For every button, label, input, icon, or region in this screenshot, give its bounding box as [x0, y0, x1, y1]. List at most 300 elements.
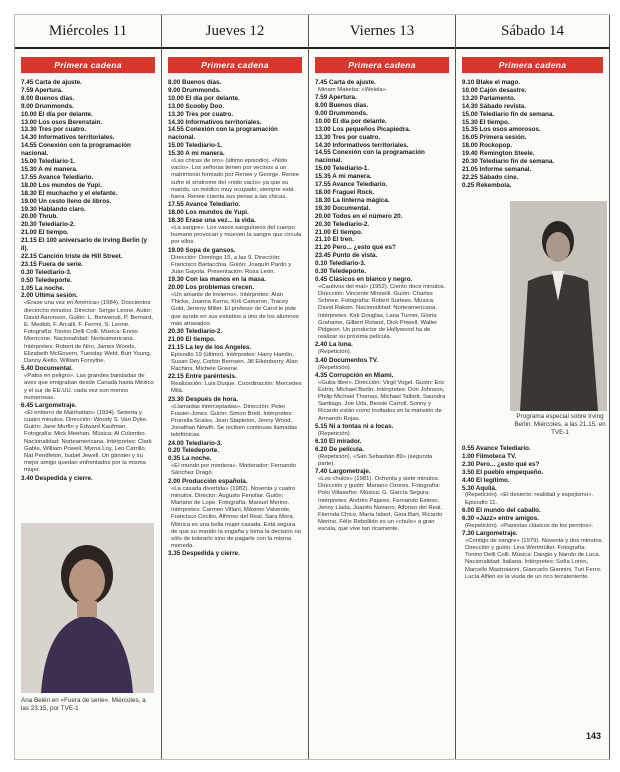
program-entry	[315, 94, 450, 102]
program-title: Telediario fin de semana.	[479, 158, 555, 166]
program-time: 0.50	[21, 276, 36, 284]
program-entry	[168, 440, 303, 448]
program-time: 7.45	[21, 79, 36, 86]
program-time: 19.40	[462, 150, 480, 158]
program-entry	[315, 110, 450, 118]
program-title: La noche.	[35, 284, 65, 292]
program-title: El tiempo.	[38, 229, 69, 237]
program-title: Hablando claro.	[38, 205, 86, 213]
tv-guide-page	[14, 14, 610, 760]
program-description: «Cautivos del mal» (1952). Ciento doce minutos. Dirección: Vincente Minnelli. Guión: Charles Schnee. Fotografía: Robert Surtees. Música: David Raksin. Nacionalidad: Norteamericana. Intérpretes: Kirk Douglas, Lana Turner, Gloria Grahame, Gilbert Roland, Dick Powell, Walter Pidgeon. Un productor de Hollywood ha de realizar su próxima película.	[318, 283, 446, 341]
page-number: 143	[585, 731, 601, 741]
program-time: 18.00	[315, 188, 333, 196]
program-time: 8.00	[21, 94, 36, 102]
program-time: 13.00	[168, 102, 186, 110]
program-time: 16.05	[462, 134, 480, 142]
program-entry	[168, 447, 303, 455]
column-thursday	[162, 15, 309, 759]
program-title: Aquilá.	[475, 484, 497, 492]
program-time: 0.30	[21, 268, 36, 276]
program-entry	[168, 217, 303, 247]
program-entry	[315, 126, 450, 134]
program-time: 6.10	[315, 437, 330, 445]
program-description: Realización: Luis Duque. Coordinación: Mercedes Milá.	[171, 381, 302, 395]
program-entry	[462, 158, 604, 166]
day-header: Jueves 12	[162, 15, 308, 49]
program-title: Avance Telediario.	[332, 181, 388, 189]
program-title: Avance Telediario.	[185, 201, 241, 209]
program-entry	[315, 213, 450, 221]
program-entry	[315, 244, 450, 252]
program-entry	[168, 396, 303, 440]
program-time: 2.00	[168, 477, 183, 485]
program-entry	[21, 261, 156, 269]
program-entry	[315, 260, 450, 268]
program-time: 10.00	[168, 94, 186, 102]
program-title: Despedida y cierre.	[35, 474, 93, 482]
program-entry	[315, 268, 450, 276]
program-description: Miriam Makeba: «Welela».	[318, 86, 388, 93]
program-title: Telediario-1.	[332, 165, 370, 173]
program-title: El tren.	[332, 236, 354, 244]
program-time: 3.40	[315, 356, 330, 364]
program-title: Telediario-2.	[38, 221, 76, 229]
program-title: Sábado cine.	[479, 173, 519, 181]
program-time: 0.45	[315, 275, 330, 283]
program-title: Ni a tontas ni a locas.	[329, 422, 394, 430]
program-entry	[168, 111, 303, 119]
program-description: «Un amante de invierno». Intérpretes: Alan Thicke, Joanna Kerns, Kirk Cameron, Tracey Gold, Jeremy Miller. El profesor de Carol le pide que ayude en sus estudios a uno de los alumnos más atrasados.	[171, 291, 299, 327]
program-entry	[462, 103, 604, 111]
program-time: 7.59	[21, 86, 35, 94]
program-title: Telediario-2.	[185, 327, 223, 335]
program-time: 18.30	[315, 196, 333, 204]
program-title: Documental.	[35, 365, 73, 373]
program-title: Apertura.	[34, 86, 63, 94]
program-entry	[315, 252, 450, 260]
program-title: Corrupción en Miami.	[329, 371, 394, 379]
program-title: Todos en el número 20.	[332, 212, 403, 220]
program-time: 22.15	[21, 252, 39, 260]
program-time: 20.30	[462, 158, 480, 166]
program-title: Buenos días.	[329, 102, 369, 110]
program-time: 8.00	[168, 79, 183, 86]
program-title: Rekembola.	[476, 181, 512, 189]
program-description: (Repetición). «El desierto: realidad y espejismo». Episodio 11.	[465, 492, 594, 506]
program-entry	[168, 126, 303, 142]
program-entry	[315, 134, 450, 142]
program-list	[15, 79, 161, 483]
channel-banner: Primera cadena	[21, 57, 155, 73]
program-entry	[21, 475, 156, 483]
program-time: 4.40	[462, 476, 477, 484]
program-entry	[315, 165, 450, 173]
program-time: 7.40	[315, 468, 330, 476]
program-title: Pero... ¿esto qué es?	[332, 244, 396, 252]
program-entry	[168, 478, 303, 551]
program-list	[162, 79, 308, 558]
program-time: 18.30	[21, 189, 39, 197]
program-title: Los mundos de Yupi.	[38, 181, 102, 189]
program-title: Un cesto lleno de libros.	[38, 197, 112, 205]
program-time: 21.00	[168, 335, 186, 343]
program-title: Drummonds.	[182, 86, 221, 94]
program-entry	[21, 229, 156, 237]
program-entry	[168, 201, 303, 209]
program-title: La ley de los Angeles.	[185, 343, 252, 351]
program-entry	[462, 515, 604, 530]
program-entry	[21, 402, 156, 475]
program-entry	[462, 182, 604, 190]
program-list	[456, 79, 609, 190]
program-entry	[168, 150, 303, 201]
program-time: 6.30	[462, 514, 477, 522]
program-entry	[462, 174, 604, 182]
program-entry	[21, 142, 156, 158]
program-title: Telediario-1.	[185, 142, 223, 150]
program-description: «Erase una vez en América» (1984). Doscientos dieciocho minutos. Director: Sergio Leone. Autor: David Aaronson. Guión: L. Benvenuti, P. Bernard, E. Medioli, F. Arcalli, F. Ferrini, S. Leone. Fotografía: Tonino Delli Colli. Música: Ennio Morricone. Nacionalidad: Norteamericana. Intérpretes: Robert de Niro, James Woods, Elizabeth McGovern, Tuesday Weld, Burt Young, Danny Aiello, William Forsythe.	[24, 300, 153, 364]
program-title: Fraguel Rock.	[332, 188, 375, 196]
program-time: 3.50	[462, 468, 477, 476]
program-time: 13.00	[21, 118, 39, 126]
program-time: 13.30	[315, 133, 333, 141]
program-description: (Repetición). «Pianistas clásicos de los perritos».	[465, 522, 594, 529]
program-title: Documentos TV.	[329, 356, 379, 364]
program-time: 18.00	[21, 181, 39, 189]
program-time: 20.00	[315, 212, 333, 220]
program-entry	[462, 142, 604, 150]
program-time: 18.30	[168, 217, 186, 225]
program-time: 2.30	[462, 460, 477, 468]
program-time: 15.30	[168, 150, 186, 158]
program-entry	[21, 103, 156, 111]
program-title: Punto de vista.	[332, 252, 378, 260]
program-entry	[315, 341, 450, 356]
program-time: 20.00	[21, 213, 39, 221]
day-header: Sábado 14	[456, 15, 609, 49]
program-entry	[21, 79, 156, 87]
program-title: El día por delante.	[185, 94, 240, 102]
program-title: Telediario-3.	[329, 260, 366, 268]
program-entry	[21, 87, 156, 95]
program-time: 0.25	[462, 181, 477, 189]
program-entry	[462, 126, 604, 134]
program-entry	[21, 111, 156, 119]
program-time: 1.05	[21, 284, 36, 292]
program-entry	[462, 111, 604, 119]
program-time: 10.00	[462, 86, 480, 94]
program-time: 3.40	[21, 474, 36, 482]
program-entry	[315, 357, 450, 372]
program-time: 9.00	[21, 102, 36, 110]
program-time: 20.30	[315, 220, 333, 228]
program-title: Entre paréntesis.	[185, 373, 237, 381]
program-title: Informativos territoriales.	[185, 118, 262, 126]
program-title: Los mundos de Yupi.	[185, 209, 249, 217]
program-title: Los problemas crecen.	[185, 284, 255, 292]
program-time: 15.30	[21, 165, 39, 173]
program-time: 0.30	[315, 268, 330, 276]
program-time: 5.15	[315, 422, 330, 430]
program-title: Canción triste de Hill Street.	[38, 252, 123, 260]
program-title: Buenos días.	[182, 79, 222, 86]
program-description: «La casada divertida» (1982). Noventa y cuatro minutos. Director: Augusto Fenollar. Guión: Mariano de Lope. Fotografía: Manuel Merino. Intérpretes: Carmen Villani, Máximo Valverde, Francisco Cecilio, Alfonso del Real, Sara Mora. Mónica es una bella mujer casada. Está segura de que su marido la engaña y toma la decisión no sólo de tolerarlo sino de pagarle con la misma moneda.	[171, 485, 302, 550]
program-time: 18.00	[462, 142, 480, 150]
program-time: 20.30	[21, 221, 39, 229]
program-time: 23.45	[315, 252, 333, 260]
program-title: «Jazz» entre amigos.	[476, 514, 540, 522]
program-time: 7.59	[315, 94, 329, 102]
program-title: Conexión con la programación nacional.	[21, 142, 131, 158]
program-time: 3.35	[168, 550, 183, 558]
program-title: De película.	[329, 445, 365, 453]
program-entry	[168, 328, 303, 336]
program-title: Tres por cuatro.	[332, 133, 381, 141]
program-title: Tres por cuatro.	[185, 110, 234, 118]
program-time: 19.30	[315, 204, 333, 212]
program-time: 6.45	[21, 401, 36, 409]
program-entry	[462, 453, 604, 461]
program-title: El mirador.	[329, 437, 362, 445]
program-entry	[21, 182, 156, 190]
program-entry	[315, 118, 450, 126]
program-time: 5.40	[21, 365, 36, 373]
program-entry	[462, 119, 604, 127]
program-title: A mi manera.	[332, 173, 372, 181]
program-time: 17.55	[21, 173, 39, 181]
program-description: (Repetición). «San Sebastián 89» (segunda parte).	[318, 453, 433, 467]
program-title: Tres por cuatro.	[38, 126, 87, 134]
program-title: Teledeporte.	[182, 447, 219, 455]
program-title: El día por delante.	[332, 117, 387, 125]
program-entry	[168, 336, 303, 344]
program-entry	[315, 149, 450, 165]
program-time: 21.05	[462, 165, 480, 173]
program-title: Erase una vez... la vida.	[185, 217, 256, 225]
program-title: Thrub.	[38, 213, 59, 221]
program-entry	[315, 372, 450, 423]
program-list-bottom	[456, 445, 609, 581]
program-time: 0.20	[168, 447, 183, 455]
program-time: 9.00	[315, 109, 330, 117]
program-time: 20.30	[168, 327, 186, 335]
program-title: Sopa de gansos.	[185, 246, 236, 254]
program-title: Producción española.	[182, 477, 248, 485]
program-time: 15.00	[462, 110, 480, 118]
program-description: «El entierro de Manhattan» (1934). Setenta y cuatro minutos. Dirección: Woody S. Van Dyke. Guión: Jane Murfin y Edward Kaufman. Fotografía: Mick Meehan. Música: Al Colombo. Nacionalidad: Norteamericana. Intérpretes: Clark Gable, William Powell, Myrna Loy, Leo Carrillo, Nat Pendleton, Isabel Jewell. Un gánster y su mejor amigo quedan enfrentados por la misma mujer.	[24, 409, 152, 474]
program-time: 0.35	[168, 455, 183, 463]
program-time: 21.15	[168, 343, 186, 351]
program-title: La noche.	[182, 455, 212, 463]
program-title: Documental.	[332, 204, 371, 212]
program-entry	[315, 438, 450, 446]
program-time: 6.00	[462, 506, 477, 514]
program-title: Los osos Berenstain.	[38, 118, 103, 126]
program-time: 14.30	[315, 141, 333, 149]
program-title: El pueblo empequeño.	[476, 468, 544, 476]
program-entry	[21, 166, 156, 174]
program-entry	[315, 229, 450, 237]
channel-banner: Primera cadena	[168, 57, 302, 73]
program-entry	[462, 134, 604, 142]
program-entry	[462, 445, 604, 453]
program-entry	[168, 550, 303, 558]
program-entry	[168, 276, 303, 284]
program-title: Remington Steele.	[479, 150, 535, 158]
program-title: El tiempo.	[332, 228, 363, 236]
program-time: 8.00	[315, 102, 330, 110]
program-title: A mi manera.	[185, 150, 225, 158]
program-entry	[21, 206, 156, 214]
program-title: Primera sesión.	[479, 134, 527, 142]
program-entry	[315, 173, 450, 181]
program-entry	[462, 530, 604, 581]
program-description: Dirección: Domingo 15, a las 9. Dirección: Francisco Bartacchia. Guión: Joaquín Pardo y Juan Gayola. Presentación: Rosa León.	[171, 254, 292, 275]
program-entry	[168, 344, 303, 374]
program-time: 13.00	[315, 125, 333, 133]
program-title: El tiempo.	[185, 335, 216, 343]
program-time: 10.00	[315, 117, 333, 125]
program-title: Los pequeños Picapiedra.	[332, 125, 411, 133]
program-entry	[462, 477, 604, 485]
column-friday	[309, 15, 456, 759]
program-entry	[462, 150, 604, 158]
program-time: 19.00	[21, 197, 39, 205]
program-title: Largometraje.	[329, 468, 371, 476]
program-entry	[168, 103, 303, 111]
program-entry	[21, 190, 156, 198]
program-title: Rockopop.	[479, 142, 513, 150]
program-time: 14.30	[21, 134, 39, 142]
program-description: (Repetición).	[318, 430, 352, 437]
program-title: Parlamento.	[479, 94, 516, 102]
program-entry	[315, 142, 450, 150]
program-entry	[168, 87, 303, 95]
program-description: (Repetición).	[318, 364, 352, 371]
program-title: Drummonds.	[329, 109, 368, 117]
program-title: Telediario-2.	[332, 220, 370, 228]
program-entry	[462, 166, 604, 174]
channel-banner: Primera cadena	[315, 57, 449, 73]
program-time: 10.00	[21, 110, 39, 118]
channel-banner: Primera cadena	[462, 57, 603, 73]
program-title: Teledeporte.	[35, 276, 72, 284]
program-time: 14.55	[315, 149, 333, 157]
program-time: 7.30	[462, 529, 477, 537]
program-description: «Las chicas de oro» (último episodio). «Nido vacío». Los señoras tienen por vecinos a un matrimonio formado por Renee y George. Renee sufre el síndrome del «nido vacío» ya que su marido, un médico muy ocupado, siempre está fuera. Renee cuenta sus penas a las chicas.	[171, 158, 300, 201]
program-time: 22.25	[462, 173, 480, 181]
program-time: 0.10	[315, 260, 330, 268]
program-description: «La sangre». Los vasos sanguíneos del cuerpo humano provocan y mueven la sangre que circula por ellos.	[171, 225, 302, 246]
program-time: 21.00	[21, 229, 39, 237]
program-entry	[462, 485, 604, 507]
program-time: 15.00	[21, 158, 39, 166]
program-entry	[315, 423, 450, 438]
program-description: Episodio 19 (último). Intérpretes: Harry Hamlin, Susan Dey, Corbin Bernsen, Jill Eikenberry, Alan Rachins, Michele Greene.	[171, 351, 298, 373]
program-entry	[315, 102, 450, 110]
program-description: «Patos en peligro». Las grandes bandadas de aves que emigraban desde Canadá hasta México y el sur de EE.UU. cada vez son menos numerosas.	[24, 373, 154, 401]
program-title: Ultima sesión.	[35, 292, 78, 300]
program-entry	[21, 174, 156, 182]
program-title: Conexión con la programación nacional.	[315, 149, 425, 165]
program-entry	[168, 209, 303, 217]
program-title: Los osos amorosos.	[479, 126, 541, 134]
program-title: Después de hora.	[185, 395, 239, 403]
program-title: Telediario fin de semana.	[479, 110, 555, 118]
program-entry	[168, 455, 303, 477]
program-title: Largometraje.	[476, 529, 518, 537]
program-time: 18.00	[168, 209, 186, 217]
program-entry	[315, 181, 450, 189]
program-entry	[21, 95, 156, 103]
program-title: Pero... ¿esto qué es?	[476, 460, 540, 468]
program-entry	[462, 79, 604, 87]
photo-caption: Programa especial sobre Irving Berlin. Miércoles, a las 21.15, en TVE-1	[514, 413, 606, 436]
program-time: 9.00	[168, 86, 183, 94]
program-time: 13.30	[21, 126, 39, 134]
program-time: 6.20	[315, 445, 330, 453]
program-description: «Los chulos» (1981). Ochenta y siete minutos. Dirección y guión: Mariano Ozores. Fotografía: Polo Villaseñor. Música: G. García Segura. Intérpretes: Andrés Pajares, Fernando Esteso, Jenny Llada, Juanito Navarro, Alfonso del Real, Florinda Chico, María Isbert, Gina Bart, Ricardo Merino. Félix Rebollido es un «chulo» a gran escala, que vive tan ricamente.	[318, 476, 443, 533]
program-title: Conexión con la programación nacional.	[168, 126, 278, 142]
program-title: Telediario-3.	[185, 439, 223, 447]
program-entry	[21, 221, 156, 229]
program-time: 23.30	[168, 395, 186, 403]
program-title: Carta de ajuste.	[329, 79, 376, 86]
program-entry	[21, 119, 156, 127]
program-time: 5.30	[462, 484, 476, 492]
program-title: Informe semanal.	[479, 165, 532, 173]
program-entry	[21, 237, 156, 253]
program-entry	[21, 277, 156, 285]
program-time: 15.00	[168, 142, 186, 150]
program-time: 15.30	[462, 118, 480, 126]
program-time: 14.55	[21, 142, 39, 150]
program-title: Apertura.	[328, 94, 357, 102]
program-time: 9.10	[462, 79, 477, 86]
program-time: 17.55	[315, 181, 333, 189]
program-title: Cajón desastre.	[479, 86, 527, 94]
program-title: Avance Telediario.	[38, 173, 94, 181]
program-time: 22.15	[168, 373, 186, 381]
program-title: Filmoteca TV.	[476, 452, 517, 460]
program-title: Informativos territoriales.	[332, 141, 409, 149]
program-entry	[168, 284, 303, 328]
program-time: 14.30	[168, 118, 186, 126]
program-time: 0.55	[462, 445, 476, 452]
program-entry	[315, 79, 450, 94]
program-entry	[315, 446, 450, 468]
program-entry	[462, 461, 604, 469]
program-title: Informativos territoriales.	[38, 134, 115, 142]
program-time: 14.55	[168, 126, 186, 134]
program-description: «Contigo de sangre» (1979). Noventa y dos minutos. Dirección y guión: Lina Wertmüller. Fotografía: Tonino Delli Colli. Música: Dangio y Nando de Luca. Nacionalidad: Italiana. Intérpretes: Sofía Loren, Marcello Mastroianni, Giancarlo Giannini, Turi Ferro. Lucía Alfieri es la viuda de un rico terrateniente.	[465, 537, 604, 580]
program-time: 15.00	[315, 165, 333, 173]
program-title: El muchacho y el elefante.	[38, 189, 118, 197]
program-time: 24.00	[168, 439, 186, 447]
program-time: 23.15	[21, 260, 39, 268]
program-entry	[315, 236, 450, 244]
program-entry	[315, 221, 450, 229]
program-entry	[168, 142, 303, 150]
program-list	[309, 79, 455, 534]
program-title: Avance Telediario.	[475, 445, 531, 452]
ana-belen-photo	[21, 523, 154, 693]
program-entry	[168, 247, 303, 277]
program-entry	[315, 205, 450, 213]
program-entry	[21, 213, 156, 221]
program-description: «Llamadas interceptadas». Dirección: Peter Frasier-Jones. Guión: Simon Brett. Intérpretes: Prunella Scales, Jean Stapleton, Jenny Wood, Jonathan Newth. Se reciben continuas llamadas telefónicas.	[171, 403, 298, 439]
program-title: A mi manera.	[38, 165, 78, 173]
